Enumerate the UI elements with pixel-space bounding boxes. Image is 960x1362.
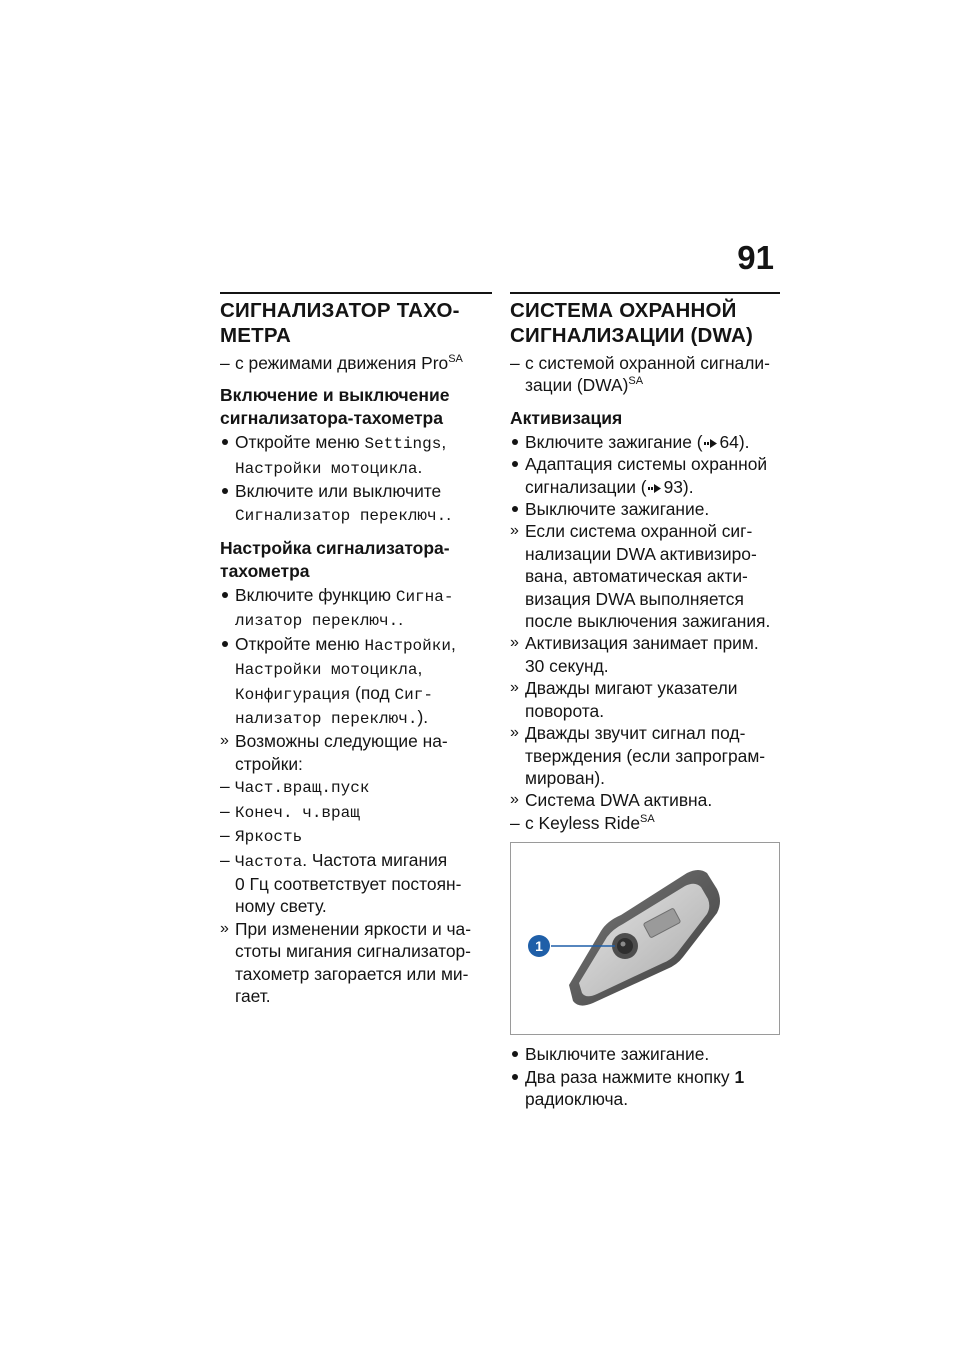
menu-name: Конеч. ч.вращ <box>235 803 360 822</box>
bullet-icon <box>222 439 228 445</box>
arrow-reference-icon <box>648 483 662 494</box>
menu-name: Частота <box>235 852 303 871</box>
double-chevron-icon: » <box>510 522 519 540</box>
double-chevron-icon: » <box>510 679 519 697</box>
text: При изменении яркости и ча- <box>235 918 472 939</box>
dash-item <box>220 849 492 918</box>
double-chevron-icon: » <box>220 919 229 937</box>
dash-item <box>220 800 492 824</box>
bullet-icon <box>222 641 228 647</box>
text: мирован). <box>525 767 605 788</box>
subheading-line: Настройка сигнализатора- <box>220 538 450 559</box>
menu-name: Настройки мотоцикла <box>235 661 418 680</box>
list-item <box>510 1043 780 1065</box>
menu-name: Част.вращ.пуск <box>235 779 370 798</box>
text: гает. <box>235 985 271 1006</box>
text: . <box>398 609 404 630</box>
menu-name: нализатор переключ. <box>235 710 418 729</box>
subheading-setup <box>220 537 492 583</box>
callout-number: 1 <box>535 938 543 955</box>
right-column <box>510 292 780 1110</box>
text: после выключения зажигания. <box>525 611 771 632</box>
text: ). <box>417 707 429 728</box>
menu-name: Настройки <box>364 636 451 655</box>
result-item <box>220 730 492 775</box>
result-item <box>510 789 780 811</box>
text: Выключите зажигание. <box>525 499 710 520</box>
section-title-tachometer <box>220 298 492 348</box>
list-item <box>220 431 492 480</box>
text: . <box>446 503 452 524</box>
double-chevron-icon: » <box>510 791 519 809</box>
sa-badge: SA <box>628 375 644 388</box>
menu-name: лизатор переключ. <box>235 612 399 631</box>
menu-name: Настройки мотоцикла <box>235 459 418 478</box>
text: Возможны следующие на- <box>235 731 448 752</box>
menu-name: Сигна- <box>395 588 454 607</box>
text: вана, автоматическая акти- <box>525 566 748 587</box>
text: Активизация занимает прим. <box>525 633 759 654</box>
list-item <box>220 480 492 527</box>
bullet-icon <box>222 488 228 494</box>
dash-item <box>220 824 492 848</box>
radio-key-figure <box>510 842 780 1035</box>
dash-icon: – <box>220 825 230 846</box>
bullet-icon <box>512 439 518 445</box>
text: 30 секунд. <box>525 655 609 676</box>
text: Адаптация системы охранной <box>525 454 768 475</box>
subheading-line: Включение и выключение <box>220 385 450 406</box>
text: Откройте меню <box>235 432 365 453</box>
text: , <box>441 432 447 453</box>
section-rule <box>510 292 780 294</box>
list-item <box>220 633 492 731</box>
title-line: МЕТРА <box>220 324 291 347</box>
button-number: 1 <box>734 1066 745 1087</box>
result-item <box>220 918 492 1008</box>
text: тверждения (если запрограм- <box>525 745 766 766</box>
section-rule <box>220 292 492 294</box>
page-ref[interactable]: 64 <box>719 431 739 452</box>
bullet-icon <box>512 506 518 512</box>
menu-name: Settings <box>364 435 442 454</box>
double-chevron-icon: » <box>220 732 229 750</box>
list-item <box>510 1066 780 1111</box>
result-item <box>510 677 780 722</box>
text: (под <box>350 682 395 703</box>
double-chevron-icon: » <box>510 724 519 742</box>
subheading-switch <box>220 384 492 430</box>
text: поворота. <box>525 700 605 721</box>
subheading-activation: Активизация <box>510 407 623 428</box>
text: 0 Гц соответствует постоян- <box>235 873 462 894</box>
text: . Частота мигания <box>302 849 448 870</box>
text: Включите зажигание ( <box>525 431 703 452</box>
dash-item <box>220 775 492 799</box>
arrow-reference-icon <box>704 438 718 449</box>
text: , <box>450 633 456 654</box>
result-item <box>510 632 780 677</box>
condition-line <box>510 352 780 397</box>
text: Два раза нажмите кнопку <box>525 1066 735 1087</box>
condition-text: с режимами движения Pro <box>235 353 449 373</box>
title-line: СИГНАЛИЗАЦИИ (DWA) <box>510 324 754 347</box>
text: радиоключа. <box>525 1088 629 1109</box>
list-item <box>510 498 780 520</box>
text: Дважды звучит сигнал под- <box>525 723 746 744</box>
dash-icon: – <box>220 849 230 870</box>
menu-name: Сигнализатор переключ. <box>235 506 447 525</box>
title-line: СИСТЕМА ОХРАННОЙ <box>510 299 737 322</box>
text: Включите или выключите <box>235 481 442 502</box>
text: визация DWA выполняется <box>525 588 744 609</box>
menu-name: Яркость <box>235 828 303 847</box>
text: сигнализации ( <box>525 476 647 497</box>
text: стоты мигания сигнализатор- <box>235 941 471 962</box>
dash-icon: – <box>220 776 230 797</box>
text: Откройте меню <box>235 633 365 654</box>
bullet-icon <box>512 1074 518 1080</box>
sa-badge: SA <box>640 812 655 825</box>
dash-icon: – <box>510 353 520 373</box>
text: стройки: <box>235 753 303 774</box>
double-chevron-icon: » <box>510 634 519 652</box>
bullet-icon <box>512 1051 518 1057</box>
dash-icon: – <box>220 353 230 373</box>
dash-icon: – <box>220 800 230 821</box>
title-line: СИГНАЛИЗАТОР ТАХО- <box>220 299 460 322</box>
menu-name: Конфигурация <box>235 685 351 704</box>
bullet-icon <box>512 461 518 467</box>
text: Включите функцию <box>235 585 396 606</box>
text: . <box>417 456 423 477</box>
text: Дважды мигают указатели <box>525 678 738 699</box>
key-body <box>569 870 720 1006</box>
text: ). <box>682 476 694 497</box>
radio-key-illustration <box>511 843 779 1034</box>
condition-text: зации (DWA) <box>525 375 629 396</box>
list-item <box>510 453 780 498</box>
condition-line <box>510 812 780 834</box>
left-column <box>220 292 492 1007</box>
condition-line <box>220 352 492 374</box>
section-title-dwa <box>510 298 780 348</box>
text: тахометр загорается или ми- <box>235 963 469 984</box>
condition-text: с системой охранной сигнали- <box>525 353 770 373</box>
text: , <box>417 658 423 679</box>
page-ref[interactable]: 93 <box>663 476 683 497</box>
text: ). <box>738 431 750 452</box>
list-item <box>510 431 780 453</box>
page-number: 91 <box>737 239 774 276</box>
subheading-line: тахометра <box>220 561 310 582</box>
callout-marker <box>528 935 550 957</box>
text: Выключите зажигание. <box>525 1044 710 1065</box>
result-item <box>510 722 780 789</box>
menu-name: Сиг- <box>394 685 433 704</box>
result-item <box>510 520 780 632</box>
condition-text: с Keyless Ride <box>525 812 641 833</box>
text: Система DWA активна. <box>525 790 713 811</box>
text: ному свету. <box>235 896 327 917</box>
sa-badge: SA <box>448 353 463 365</box>
bullet-icon <box>222 592 228 598</box>
list-item <box>220 584 492 633</box>
text: нализации DWA активизиро- <box>525 543 757 564</box>
dash-icon: – <box>510 812 520 833</box>
text: Если система охранной сиг- <box>525 521 753 542</box>
subheading-line: сигнализатора-тахометра <box>220 408 443 429</box>
